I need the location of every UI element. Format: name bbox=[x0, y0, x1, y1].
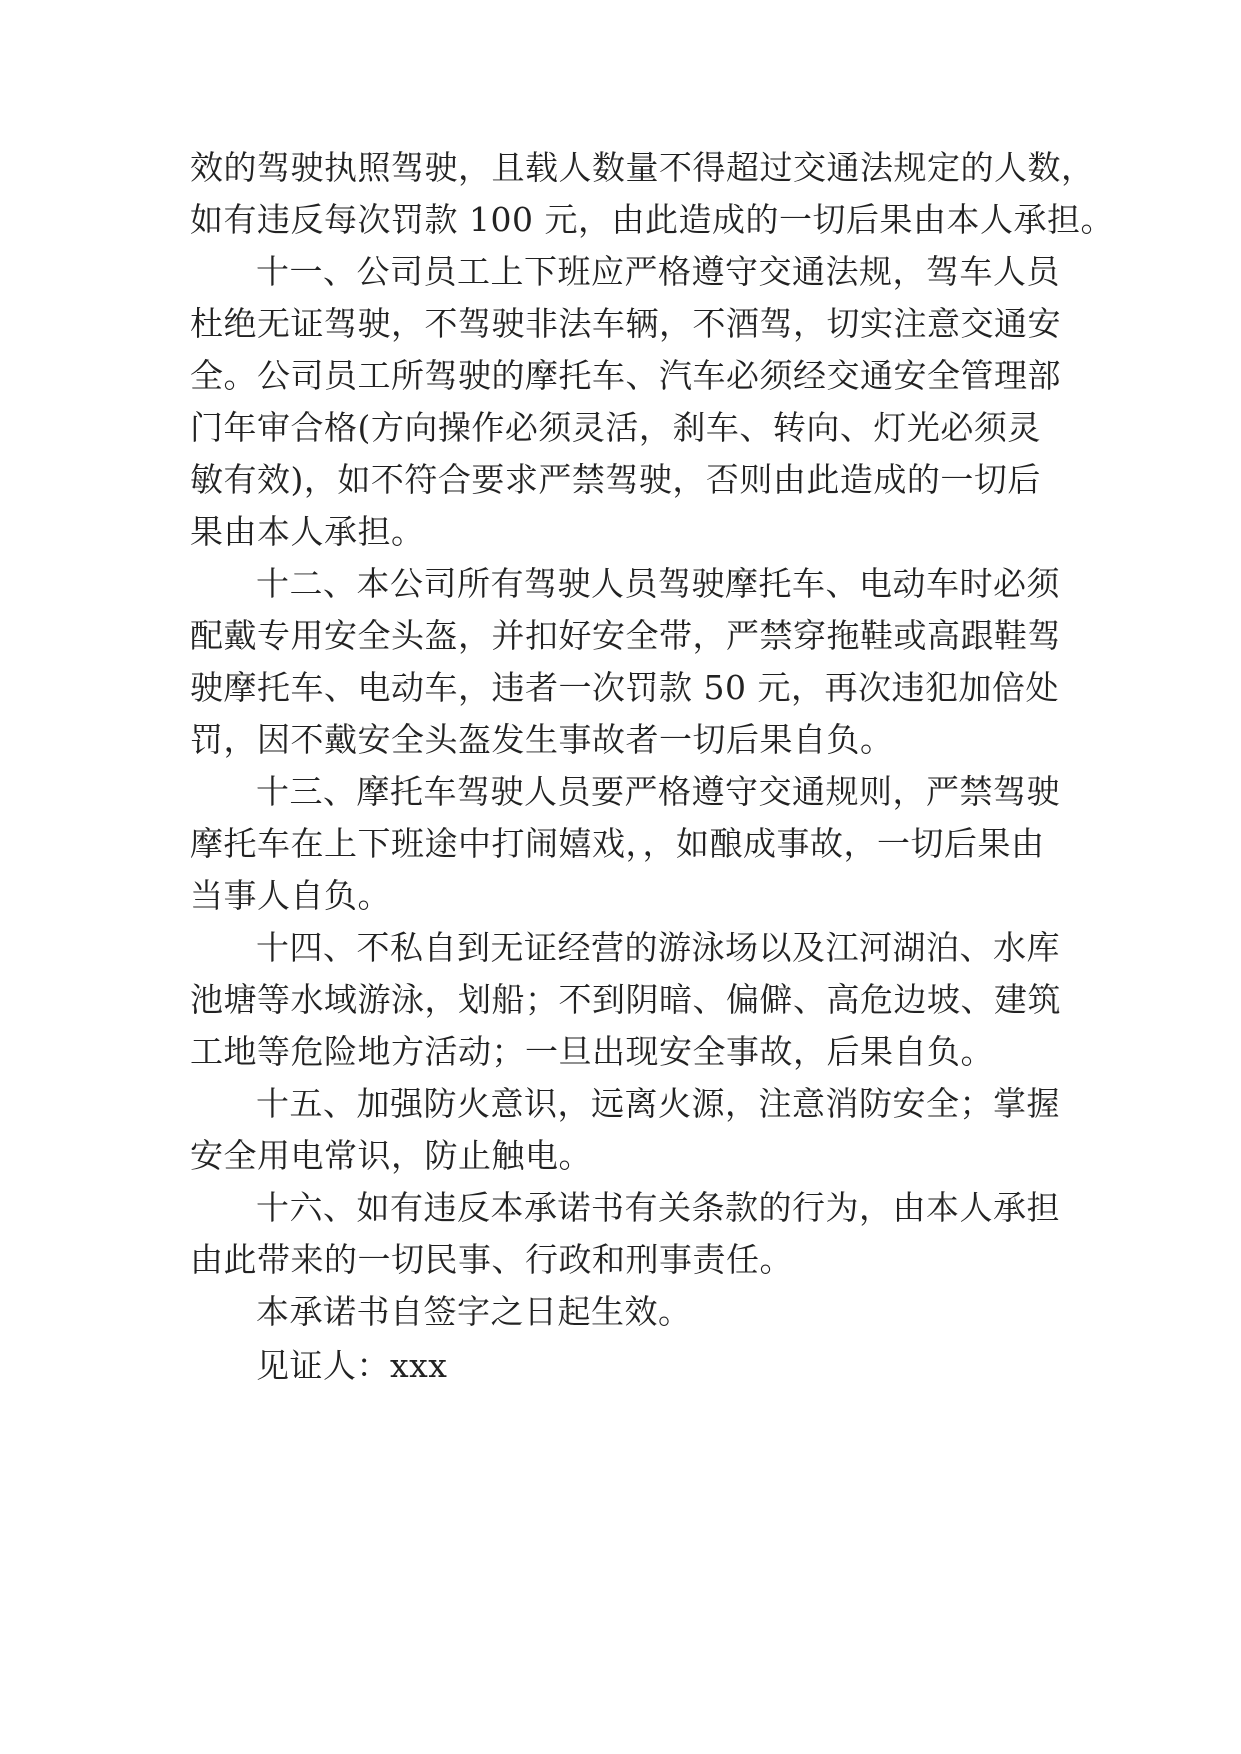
text-line: 安全用电常识，防止触电。 bbox=[190, 1136, 592, 1175]
text-line: 当事人自负。 bbox=[190, 876, 391, 915]
text-line: 杜绝无证驾驶，不驾驶非法车辆，不酒驾，切实注意交通安 bbox=[190, 304, 1061, 343]
clause-16-line: 十六、如有违反本承诺书有关条款的行为，由本人承担 bbox=[256, 1188, 1060, 1227]
text-line: 配戴专用安全头盔，并扣好安全带，严禁穿拖鞋或高跟鞋驾 bbox=[190, 616, 1061, 655]
effective-statement: 本承诺书自签字之日起生效。 bbox=[256, 1292, 692, 1331]
witness-line: 见证人：xxx bbox=[256, 1346, 448, 1385]
text-line: 池塘等水域游泳，划船；不到阴暗、偏僻、高危边坡、建筑 bbox=[190, 980, 1061, 1019]
text-line: 摩托车在上下班途中打闹嬉戏，，如酿成事故，一切后果由 bbox=[190, 824, 1045, 863]
clause-11-line: 十一、公司员工上下班应严格遵守交通法规，驾车人员 bbox=[256, 252, 1060, 291]
clause-12-line: 十二、本公司所有驾驶人员驾驶摩托车、电动车时必须 bbox=[256, 564, 1060, 603]
text-line: 驶摩托车、电动车，违者一次罚款 50 元，再次违犯加倍处 bbox=[190, 668, 1059, 707]
text-line: 工地等危险地方活动；一旦出现安全事故，后果自负。 bbox=[190, 1032, 994, 1071]
clause-14-line: 十四、不私自到无证经营的游泳场以及江河湖泊、水库 bbox=[256, 928, 1060, 967]
clause-15-line: 十五、加强防火意识，远离火源，注意消防安全；掌握 bbox=[256, 1084, 1060, 1123]
text-line: 效的驾驶执照驾驶，且载人数量不得超过交通法规定的人数， bbox=[190, 148, 1095, 187]
text-line: 如有违反每次罚款 100 元，由此造成的一切后果由本人承担。 bbox=[190, 200, 1114, 239]
text-line: 全。公司员工所驾驶的摩托车、汽车必须经交通安全管理部 bbox=[190, 356, 1061, 395]
text-line: 果由本人承担。 bbox=[190, 512, 425, 551]
text-line: 敏有效)，如不符合要求严禁驾驶，否则由此造成的一切后 bbox=[190, 460, 1041, 499]
text-line: 由此带来的一切民事、行政和刑事责任。 bbox=[190, 1240, 793, 1279]
clause-13-line: 十三、摩托车驾驶人员要严格遵守交通规则，严禁驾驶 bbox=[256, 772, 1060, 811]
text-line: 门年审合格(方向操作必须灵活，刹车、转向、灯光必须灵 bbox=[190, 408, 1041, 447]
text-line: 罚，因不戴安全头盔发生事故者一切后果自负。 bbox=[190, 720, 894, 759]
